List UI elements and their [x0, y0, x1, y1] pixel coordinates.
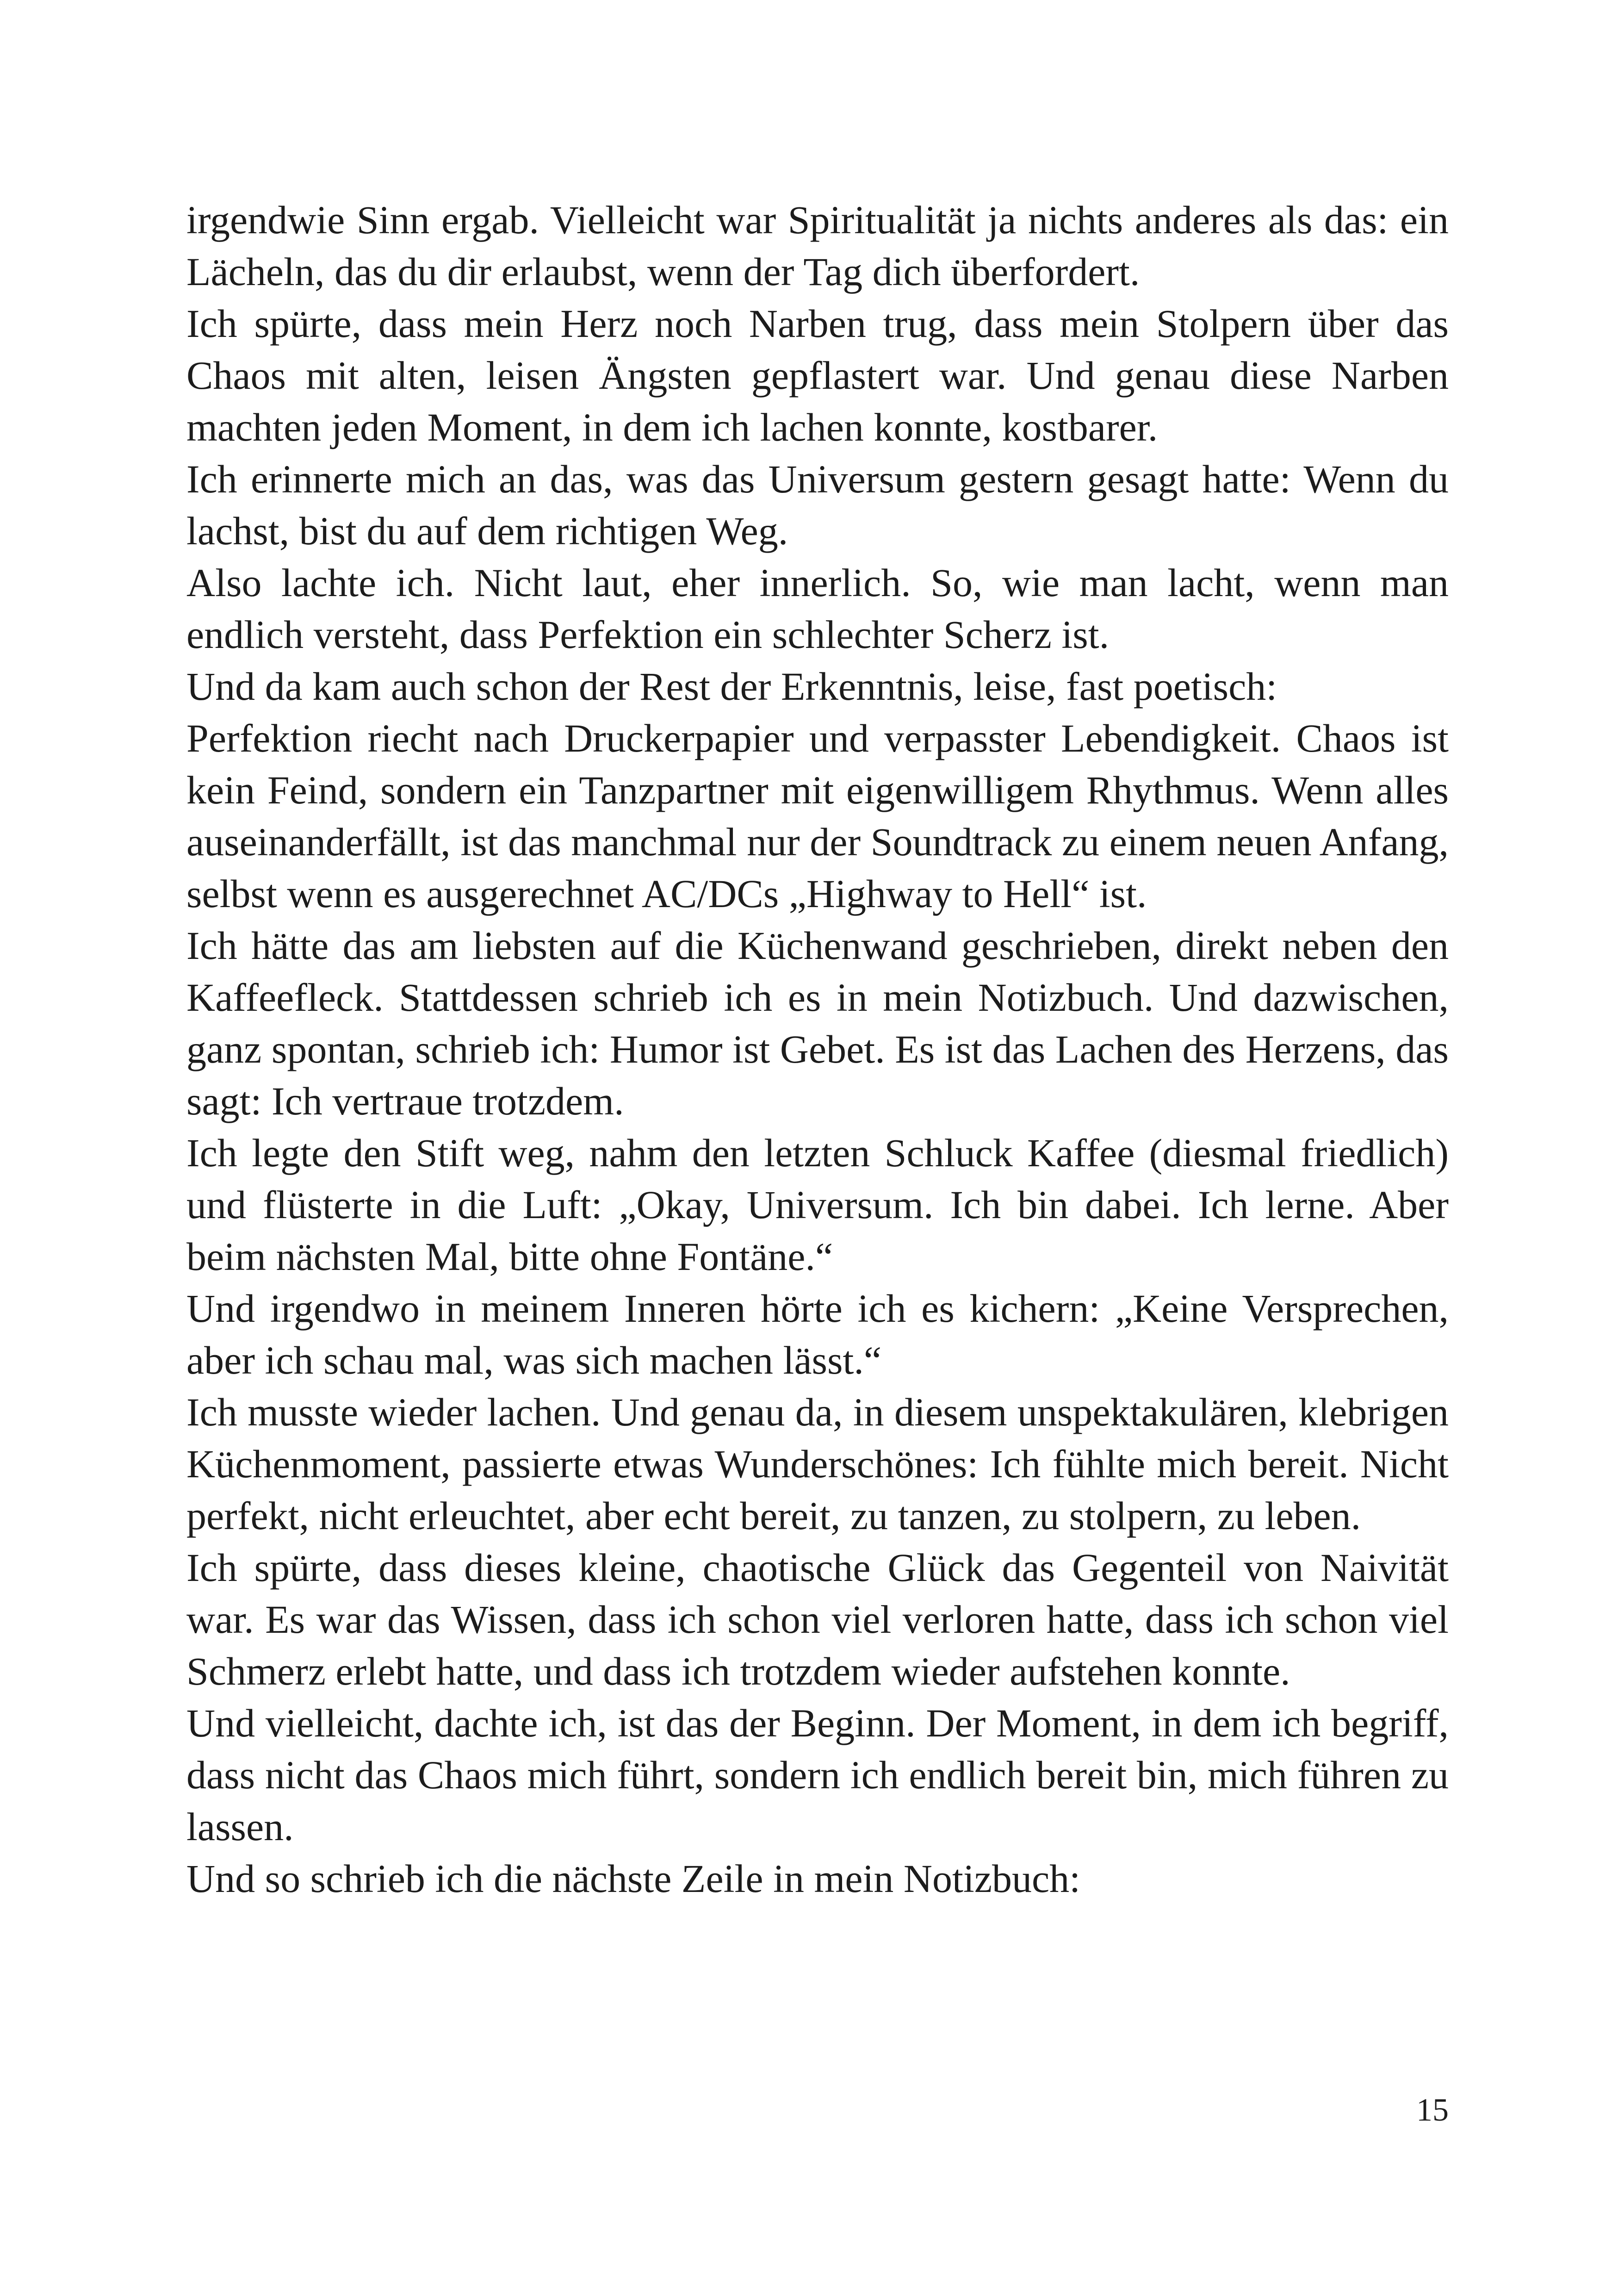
paragraph: Ich erinnerte mich an das, was das Universum gestern gesagt hatte: Wenn du lachst, bist du auf dem richtigen Weg.	[186, 457, 1449, 553]
paragraph: Ich musste wieder lachen. Und genau da, in diesem unspektakulären, klebrigen Küchenmoment, passierte etwas Wunderschönes: Ich fühlte mich bereit. Nicht perfekt, nicht erleuchtet, aber echt bereit, zu tanzen, zu stolpern, zu leben.	[186, 1390, 1449, 1538]
paragraph: Ich spürte, dass mein Herz noch Narben trug, dass mein Stolpern über das Chaos mit alten, leisen Ängsten gepflastert war. Und genau diese Narben machten jeden Moment, in dem ich lachen konnte, kostbarer.	[186, 301, 1449, 449]
paragraph: Perfektion riecht nach Druckerpapier und verpasster Lebendigkeit. Chaos ist kein Feind, sondern ein Tanzpartner mit eigenwilligem Rhythmus. Wenn alles auseinanderfällt, ist das manchmal nur der Soundtrack zu einem neuen Anfang, selbst wenn es ausgerechnet AC/DCs „Highway to Hell“ ist.	[186, 716, 1449, 916]
page-number: 15	[1416, 2092, 1449, 2128]
paragraph: Ich hätte das am liebsten auf die Küchenwand geschrieben, direkt neben den Kaffeefleck. Stattdessen schrieb ich es in mein Notizbuch. Und dazwischen, ganz spontan, schrieb ich: Humor ist Gebet. Es ist das Lachen des Herzens, das sagt: Ich vertraue trotzdem.	[186, 923, 1449, 1123]
paragraph: Ich legte den Stift weg, nahm den letzten Schluck Kaffee (diesmal friedlich) und flüsterte in die Luft: „Okay, Universum. Ich bin dabei. Ich lerne. Aber beim nächsten Mal, bitte ohne Fontäne.“	[186, 1131, 1449, 1279]
paragraph: irgendwie Sinn ergab. Vielleicht war Spiritualität ja nichts anderes als das: ein Lächeln, das du dir erlaubst, wenn der Tag dich überfordert.	[186, 198, 1449, 294]
body-text	[186, 194, 1449, 1904]
paragraph: Und so schrieb ich die nächste Zeile in mein Notizbuch:	[186, 1856, 1081, 1901]
paragraph: Ich spürte, dass dieses kleine, chaotische Glück das Gegenteil von Naivität war. Es war das Wissen, dass ich schon viel verloren hatte, dass ich schon viel Schmerz erlebt hatte, und dass ich trotzdem wieder aufstehen konnte.	[186, 1545, 1449, 1693]
paragraph: Also lachte ich. Nicht laut, eher innerlich. So, wie man lacht, wenn man endlich versteht, dass Perfektion ein schlechter Scherz ist.	[186, 560, 1449, 657]
paragraph: Und da kam auch schon der Rest der Erkenntnis, leise, fast poetisch:	[186, 664, 1277, 709]
paragraph: Und irgendwo in meinem Inneren hörte ich es kichern: „Keine Versprechen, aber ich schau mal, was sich machen lässt.“	[186, 1286, 1449, 1382]
paragraph: Und vielleicht, dachte ich, ist das der Beginn. Der Moment, in dem ich begriff, dass nicht das Chaos mich führt, sondern ich endlich bereit bin, mich führen zu lassen.	[186, 1701, 1449, 1849]
